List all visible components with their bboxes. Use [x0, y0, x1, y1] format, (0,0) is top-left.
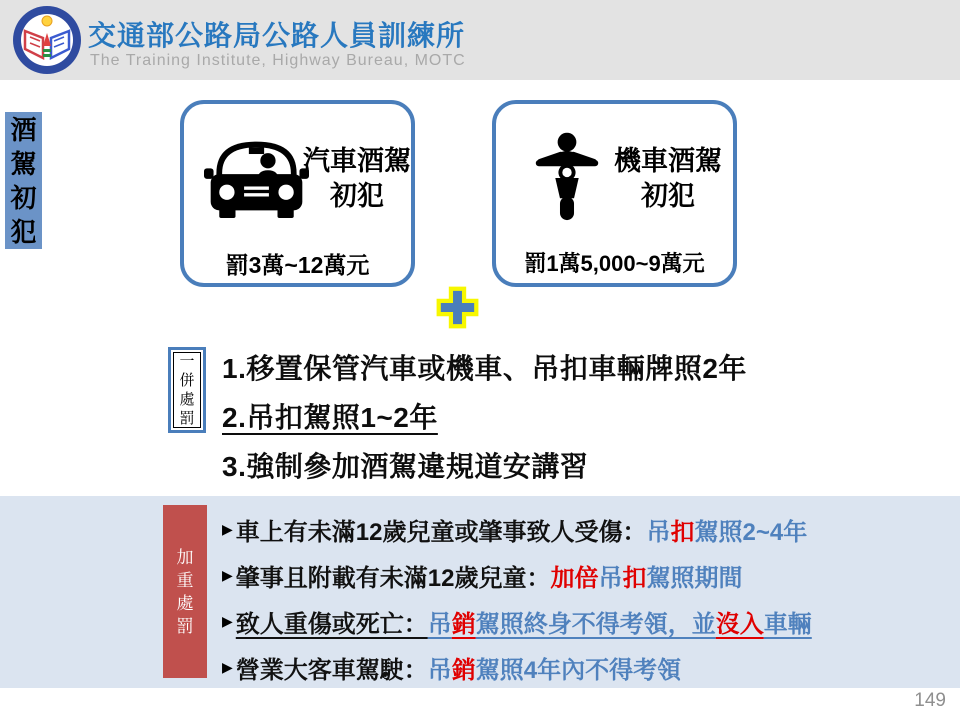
combined-penalty-tab [168, 347, 206, 433]
bullet-segment: 扣 [670, 518, 695, 546]
bullet-segment: 駕照2~4年 [694, 518, 808, 546]
aggravated-bullet [222, 506, 812, 552]
combined-penalty-list [222, 342, 747, 489]
bullet-triangle-icon: ▶ [222, 566, 233, 583]
aggravated-bullet-list [222, 506, 812, 690]
card-title-line1: 汽車酒駕 [303, 146, 411, 176]
combined-tab-char: 一 [179, 353, 195, 370]
combined-penalty-item [222, 391, 747, 440]
plus-icon [434, 284, 481, 331]
bullet-segment: 銷 [451, 656, 476, 684]
combined-tab-char: 罰 [179, 410, 195, 427]
combined-penalty-item [222, 342, 747, 391]
card-motorcycle-drunk-driving [492, 100, 737, 287]
card-title-line2: 初犯 [641, 181, 695, 211]
aggravated-bullet [222, 598, 812, 644]
combined-penalty-item [222, 440, 747, 489]
institute-logo-icon [12, 5, 82, 75]
card-title-line2: 初犯 [330, 181, 384, 211]
header-subtitle: The Training Institute, Highway Bureau, MOTC [90, 52, 466, 69]
scooter-icon [528, 118, 606, 234]
bullet-segment: 營業大客車駕駛： [235, 656, 428, 684]
aggravated-tab-char: 罰 [176, 616, 194, 636]
side-tab-char: 犯 [10, 216, 37, 247]
bullet-segment: 加倍 [550, 564, 599, 592]
combined-item-text: 1.移置保管汽車或機車、吊扣車輛牌照2年 [222, 352, 747, 384]
card-title-line1: 機車酒駕 [614, 146, 722, 176]
aggravated-bullet [222, 644, 812, 690]
bullet-segment: 吊 [427, 610, 452, 638]
card-fine-amount: 罰1萬5,000~9萬元 [524, 251, 705, 276]
bullet-segment: 車上有未滿12歲兒童或肇事致人受傷： [235, 518, 647, 546]
bullet-segment: 駕照期間 [646, 564, 743, 592]
card-fine-amount: 罰3萬~12萬元 [225, 252, 370, 278]
combined-tab-char: 處 [179, 391, 195, 408]
aggravated-tab-char: 加 [176, 547, 194, 567]
combined-item-text: 3.強制參加酒駕違規道安講習 [222, 450, 589, 482]
header-title: 交通部公路局公路人員訓練所 [88, 20, 466, 51]
bullet-triangle-icon: ▶ [222, 658, 233, 675]
combined-item-text: 2.吊扣駕照1~2年 [222, 401, 438, 433]
aggravated-penalty-section [0, 496, 960, 688]
bullet-segment: 沒入 [715, 610, 764, 638]
header [0, 0, 960, 80]
card-title [608, 144, 728, 214]
aggravated-tab-char: 重 [176, 570, 194, 590]
bullet-segment: 吊 [427, 656, 452, 684]
side-tab-drunk-driving-first-offense [5, 112, 42, 249]
bullet-segment: 駕照4年內不得考領 [475, 656, 682, 684]
bullet-segment: 致人重傷或死亡： [235, 610, 428, 638]
bullet-triangle-icon: ▶ [222, 520, 233, 537]
combined-tab-char: 併 [179, 372, 195, 389]
card-title [302, 144, 412, 214]
bullet-segment: 車輛 [763, 610, 812, 638]
bullet-segment: 駕照終身不得考領，並 [475, 610, 716, 638]
bullet-segment: 吊 [646, 518, 671, 546]
side-tab-char: 酒 [10, 114, 37, 145]
card-car-drunk-driving [180, 100, 415, 287]
combined-penalty-tab-inner [173, 352, 201, 428]
bullet-segment: 吊 [598, 564, 623, 592]
bullet-segment: 肇事且附載有未滿12歲兒童： [235, 564, 551, 592]
page-number: 149 [914, 690, 946, 711]
bullet-triangle-icon: ▶ [222, 612, 233, 629]
bullet-segment: 扣 [622, 564, 647, 592]
side-tab-char: 駕 [10, 148, 37, 179]
side-tab-char: 初 [10, 182, 37, 213]
aggravated-penalty-tab [163, 505, 207, 678]
aggravated-tab-char: 處 [176, 593, 194, 613]
bullet-segment: 銷 [451, 610, 476, 638]
aggravated-bullet [222, 552, 812, 598]
car-icon [204, 128, 309, 223]
